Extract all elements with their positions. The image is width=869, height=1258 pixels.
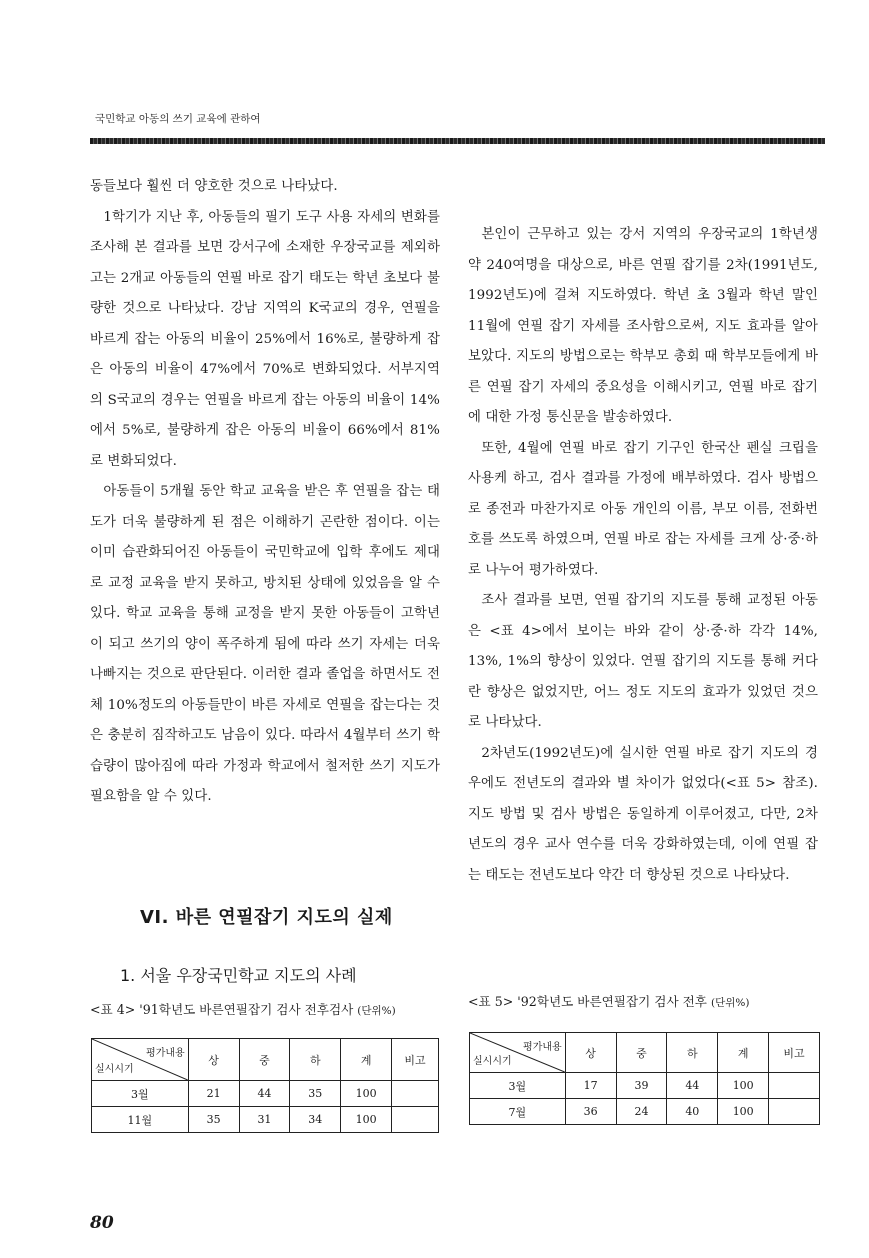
table-row xyxy=(470,1099,820,1125)
corner-top-label: 평가내용 xyxy=(523,1042,562,1053)
table-cell xyxy=(769,1099,820,1125)
table-5 xyxy=(469,1032,820,1125)
paragraph: 아동들이 5개월 동안 학교 교육을 받은 후 연필을 잡는 태도가 더욱 불량하게 된 점은 이해하기 곤란한 점이다. 이는 이미 습관화되어진 아동들이 국민학교에 입학 후에도 제대로 교정 교육을 받지 못하고, 방치된 상태에 있었음을 알 수 있다. 학교 교육을 통해 교정을 받지 못한 아동들이 고학년이 되고 쓰기의 양이 폭주하게 됨에 따라 쓰기 자세는 더욱 나빠지는 것으로 판단된다. 이러한 결과 졸업을 하면서도 전체 10%정도의 아동들만이 바른 자세로 연필을 잡는다는 것은 충분히 짐작하고도 남음이 있다. 따라서 4월부터 쓰기 학습량이 많아짐에 따라 가정과 학교에서 철저한 쓰기 지도가 필요함을 알 수 있다. xyxy=(90,484,440,804)
table-row xyxy=(92,1107,439,1133)
table-cell xyxy=(392,1081,439,1107)
paragraph: 본인이 근무하고 있는 강서 지역의 우장국교의 1학년생 약 240여명을 대상으로, 바른 연필 잡기를 2차(1991년도, 1992년도)에 걸쳐 지도하였다. 학년 초 3월과 학년 말인 11월에 연필 잡기 자세를 조사함으로써, 지도 효과를 알아보았다. 지도의 방법으로는 학부모 총회 때 학부모들에게 바른 연필 잡기 자세의 중요성을 이해시키고, 연필 바로 잡기에 대한 가정 통신문을 발송하였다. xyxy=(468,227,818,425)
page-number: 80 xyxy=(90,1213,114,1233)
header-rule xyxy=(90,138,825,144)
column-header: 하 xyxy=(290,1039,341,1081)
table-cell: 100 xyxy=(341,1081,392,1107)
table-cell: 34 xyxy=(290,1107,341,1133)
table-cell: 100 xyxy=(341,1107,392,1133)
column-header: 상 xyxy=(565,1033,616,1073)
paragraph: 1학기가 지난 후, 아동들의 필기 도구 사용 자세의 변화를 조사해 본 결과를 보면 강서구에 소재한 우장국교를 제외하고는 2개교 아동들의 연필 바로 잡기 태도는 학년 초보다 불량한 것으로 나타났다. 강남 지역의 K국교의 경우, 연필을 바르게 잡는 아동의 비율이 25%에서 16%로, 불량하게 잡은 아동의 비율이 47%에서 70%로 변화되었다. 서부지역의 S국교의 경우는 연필을 바르게 잡는 아동의 비율이 14%에서 5%로, 불량하게 잡은 아동의 비율이 66%에서 81%로 변화되었다. xyxy=(90,209,440,469)
table-cell: 35 xyxy=(188,1107,239,1133)
row-label: 11월 xyxy=(92,1107,189,1133)
paragraph: 또한, 4월에 연필 바로 잡기 기구인 한국산 펜실 크립을 사용케 하고, 검사 결과를 가정에 배부하였다. 검사 방법으로 종전과 마찬가지로 아동 개인의 이름, 부모 이름, 전화번호를 쓰도록 하였으며, 연필 바로 잡는 자세를 크게 상·중·하로 나누어 평가하였다. xyxy=(468,440,818,578)
table-5-caption xyxy=(468,991,749,1010)
table-cell: 39 xyxy=(616,1073,667,1099)
row-label: 3월 xyxy=(92,1081,189,1107)
table-cell: 21 xyxy=(188,1081,239,1107)
column-header: 계 xyxy=(718,1033,769,1073)
corner-bottom-label: 실시시기 xyxy=(95,1064,134,1075)
table-4 xyxy=(91,1038,439,1133)
table-4-unit: (단위%) xyxy=(357,1005,396,1017)
table-4-caption-text: <표 4> '91학년도 바른연필잡기 검사 전후검사 xyxy=(90,1002,354,1017)
paragraph: 조사 결과를 보면, 연필 잡기의 지도를 통해 교정된 아동은 <표 4>에서 보이는 바와 같이 상·중·하 각각 14%, 13%, 1%의 향상이 있었다. 연필 잡기의 지도를 통해 커다란 향상은 없었지만, 어느 정도 지도의 효과가 있었던 것으로 나타났다. xyxy=(468,593,818,730)
table-cell: 36 xyxy=(565,1099,616,1125)
column-header: 하 xyxy=(667,1033,718,1073)
corner-top-label: 평가내용 xyxy=(146,1048,185,1059)
row-label: 7월 xyxy=(470,1099,566,1125)
column-header: 비고 xyxy=(392,1039,439,1081)
table-corner-cell xyxy=(92,1039,189,1081)
table-cell: 31 xyxy=(239,1107,290,1133)
subsection-title: 1. 서울 우장국민학교 지도의 사례 xyxy=(120,966,357,985)
table-cell: 100 xyxy=(718,1099,769,1125)
table-cell: 17 xyxy=(565,1073,616,1099)
table-header-row xyxy=(92,1039,439,1081)
table-row xyxy=(470,1073,820,1099)
running-header: 국민학교 아동의 쓰기 교육에 관하여 xyxy=(95,113,261,125)
column-header: 비고 xyxy=(769,1033,820,1073)
column-header: 계 xyxy=(341,1039,392,1081)
row-label: 3월 xyxy=(470,1073,566,1099)
section-title: VI. 바른 연필잡기 지도의 실제 xyxy=(140,907,393,928)
table-cell: 24 xyxy=(616,1099,667,1125)
column-header: 상 xyxy=(188,1039,239,1081)
table-cell: 44 xyxy=(239,1081,290,1107)
paragraph: 동들보다 훨씬 더 양호한 것으로 나타났다. xyxy=(90,179,338,194)
paragraph: 2차년도(1992년도)에 실시한 연필 바로 잡기 지도의 경우에도 전년도의 결과와 별 차이가 없었다(<표 5> 참조). 지도 방법 및 검사 방법은 동일하게 이루어졌고, 다만, 2차년도의 경우 교사 연수를 더욱 강화하였는데, 이에 연필 잡는 태도는 전년도보다 약간 더 향상된 것으로 나타났다. xyxy=(468,745,818,883)
table-cell: 35 xyxy=(290,1081,341,1107)
table-cell xyxy=(769,1073,820,1099)
right-column xyxy=(468,220,818,891)
table-cell: 100 xyxy=(718,1073,769,1099)
table-header-row xyxy=(470,1033,820,1073)
corner-bottom-label: 실시시기 xyxy=(473,1056,512,1067)
table-corner-cell xyxy=(470,1033,566,1073)
table-4-caption xyxy=(90,999,396,1018)
left-column xyxy=(90,172,440,813)
column-header: 중 xyxy=(239,1039,290,1081)
table-5-caption-text: <표 5> '92학년도 바른연필잡기 검사 전후 xyxy=(468,994,707,1009)
table-row xyxy=(92,1081,439,1107)
table-cell xyxy=(392,1107,439,1133)
table-cell: 40 xyxy=(667,1099,718,1125)
table-cell: 44 xyxy=(667,1073,718,1099)
table-5-unit: (단위%) xyxy=(710,997,750,1009)
column-header: 중 xyxy=(616,1033,667,1073)
